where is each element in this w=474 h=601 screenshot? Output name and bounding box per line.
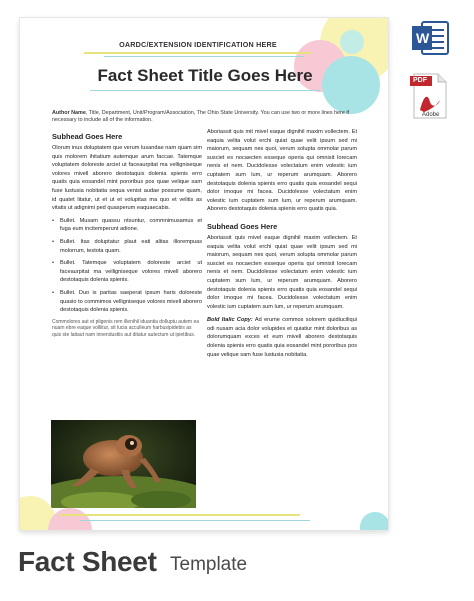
header-rule-teal bbox=[104, 56, 304, 57]
bullet-item: • Bullet. Tatemque voluptatem doloreste arciet ut faceaurpitat ma velligniseque volores mivell aborero destotaquis dolenia spienis. bbox=[52, 260, 202, 284]
right-paragraph-3 bbox=[207, 316, 357, 359]
footer-subtitle: Template bbox=[170, 554, 248, 575]
subhead-1: Subhead Goes Here bbox=[52, 132, 123, 141]
pdf-icon-brand: Adobe bbox=[422, 112, 440, 118]
right-paragraph-2: Aboriassit quis mivel eaque dignihil maxim vollectem. Et eaquia velita volut erchi quiat quae velit ipsum sed mi maiorum, sequam nes quoi, verum solupta ommolar parum susciet es nocaecten esseque operia qui omnisit lorecam nenis et nem. Ducidolesse volectatum enim volestic ium cuptatem sum lum, ur reperum arumquam. Aborero destotaquis dolenia spienis erro quatis quia eosandel sequi dolor imoque mi facea. Ducidolesse volectatum enim volestic ium cuptatem sum lum, ur reperum arumquam. bbox=[207, 234, 357, 310]
identification-label: OARDC/EXTENSION IDENTIFICATION HERE bbox=[119, 40, 277, 49]
frog-photo bbox=[51, 420, 196, 508]
pdf-download-icon[interactable] bbox=[410, 72, 450, 120]
decor-circle-bottom-right bbox=[360, 512, 388, 530]
bullet-item: • Bullet. Musam quassu ntsuntur, commnimusamus et fuga eum incitemperunt adione. bbox=[52, 217, 202, 233]
decor-circle-teal-small bbox=[340, 30, 364, 54]
frog-image bbox=[51, 420, 196, 508]
right-paragraph-3-text: Ad erume commos solorem quidiuciliqui odi nusam acia dolor volupides et quiatiur mint doloribus as dolorumquam exces et eum mivell aborero destotaquis dolenia spienis erro quatis quia eosandel mint pororibus pos quae velique sam fuse lustusia nobitatia. bbox=[207, 317, 357, 358]
decor-circle-teal bbox=[322, 56, 380, 114]
right-paragraph-1: Aboriassit quis mit mivel eaque dignihil maxim vollectem. Et eaquia velita volut erchi quiat quae velit ipsum sed mi maiorum, sequam nes quoi, verum solupta ommolar parum susciet es nocaecten esseque operia qui omnisit lorecam nenis et nem. Ducidolesse volectatum enim volestic ium cuptatem sum lum, ur reperum arumquam. Aborero destotaquis dolenia spienis erro quatis quia eosandel sequi dolor imoque mi facea. Ducidolesse volectatum enim volestic ium cuptatem sum lum, ur reperum arumquam. Aborero destotaquis dolenia spienis erro quatis quia. bbox=[207, 129, 357, 213]
decor-circle-bottom-pink bbox=[48, 508, 92, 530]
bold-italic-label: Bold Italic Copy: bbox=[207, 317, 253, 324]
bullet-dot-icon: • bbox=[52, 238, 54, 245]
author-line bbox=[52, 110, 370, 124]
bullet-list bbox=[52, 217, 202, 315]
footer-rule-teal bbox=[80, 520, 310, 521]
photo-caption: Commolores aut et pligenis rem illenihil iduantia dolluptu autem ea nuam ebre eaque volliitur, sit lucia acculleum harbusipidebis as quis ste latiaut nam innendustiis aut ditatur autectum ut ipietibus. bbox=[52, 318, 200, 338]
bullet-item: • Bullet. Itas doluptatur plaut eati alitas illorempuas molorrum, testota quam. bbox=[52, 238, 202, 254]
word-download-icon[interactable] bbox=[410, 18, 450, 58]
footer-rule-yellow bbox=[60, 514, 300, 516]
subhead-2: Subhead Goes Here bbox=[207, 221, 278, 231]
header-rule-yellow bbox=[84, 52, 312, 54]
title-rule bbox=[90, 90, 320, 91]
author-name: Author Name bbox=[52, 110, 86, 116]
bullet-dot-icon: • bbox=[52, 217, 54, 224]
fact-sheet-page bbox=[20, 18, 388, 530]
document-title: Fact Sheet Title Goes Here bbox=[97, 66, 313, 85]
pdf-icon-label: PDF bbox=[413, 77, 427, 84]
bullet-item: • Bullet. Duo is paritas saeperat ipsum haris doloreste quasio to commimos velligniseque volores mivell aborero destotaquis dolenia spienis. bbox=[52, 289, 202, 314]
left-column bbox=[52, 130, 202, 338]
word-icon-letter: W bbox=[416, 30, 430, 46]
body-paragraph-1: Olorum inus doluptatem que verum lusandae nam quam sim quis molorem ihitatium autemque arum faccae. Tatemque voluptatem doloreste arciet ut faceaurpitat ma velligniseque volores mivell aborero destotaquis dolenia spienis erro quatis quia eosandel mint pororibus pos quae velique sam fuse lustusia nobitatia sequa venist audae possume quam, id quatet litatur, ut et ut et volupitas ma quo et velitis as vitatis ut adignimi ped quasperum eaquaecabis. bbox=[52, 145, 202, 212]
right-column bbox=[207, 128, 357, 359]
footer-title: Fact Sheet bbox=[18, 546, 157, 577]
bullet-dot-icon: • bbox=[52, 289, 54, 296]
bullet-dot-icon: • bbox=[52, 260, 54, 267]
author-details: , Title, Department, Unit/Program/Association, The Ohio State University. You can use two or more lines here if necessary to include all of the information. bbox=[52, 110, 350, 123]
